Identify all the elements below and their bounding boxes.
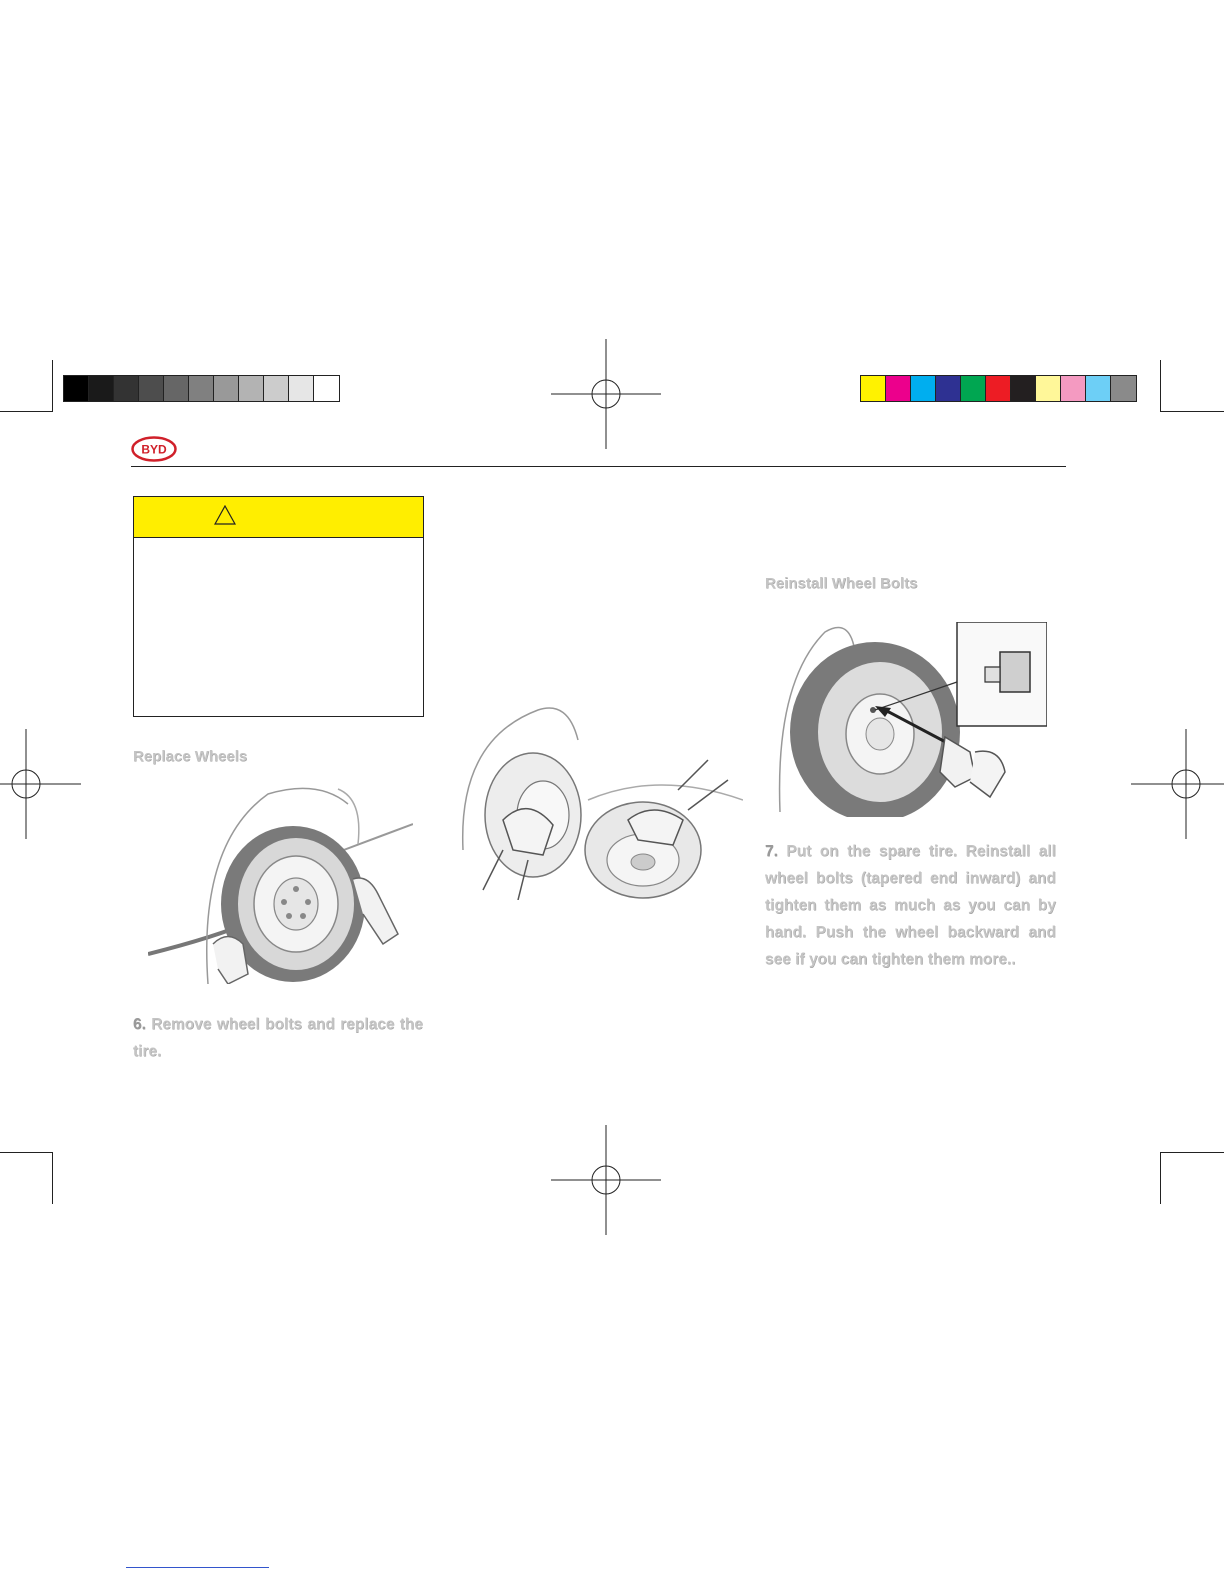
warning-triangle-icon [214, 505, 236, 525]
crop-mark [52, 1152, 53, 1204]
registration-mark [0, 729, 81, 839]
registration-mark [551, 1125, 661, 1235]
calibration-swatch [861, 376, 886, 401]
crop-mark [52, 360, 53, 412]
calibration-swatch [1011, 376, 1036, 401]
calibration-swatch [1111, 376, 1136, 401]
registration-mark [1131, 729, 1224, 839]
registration-mark [551, 339, 661, 449]
color-calibration-bar [860, 375, 1137, 402]
wheel-hub-cleaning-illustration [458, 700, 743, 900]
calibration-swatch [886, 376, 911, 401]
section-heading-replace-wheels: Replace Wheels [133, 748, 248, 765]
crop-mark [1160, 360, 1161, 412]
crop-mark [0, 1152, 52, 1153]
warning-box [133, 496, 424, 717]
calibration-swatch [1086, 376, 1111, 401]
step-7-paragraph [765, 838, 1056, 973]
calibration-swatch [961, 376, 986, 401]
step-7-text: Put on the spare tire. Reinstall all wheel bolts (tapered end inward) and tighten them as much as you can by hand. Push the wheel backward and see if you can tighten them more.. [765, 843, 1056, 968]
logo-text: BYD [141, 442, 167, 457]
calibration-swatch [1036, 376, 1061, 401]
warning-header [134, 497, 423, 538]
calibration-swatch [1061, 376, 1086, 401]
calibration-swatch [289, 376, 314, 401]
step-6-text: Remove wheel bolts and replace the tire. [133, 1016, 423, 1060]
grayscale-calibration-bar [63, 375, 340, 402]
header-rule [131, 466, 1066, 467]
crop-mark [0, 411, 52, 412]
step-6-number: 6. [133, 1016, 146, 1033]
calibration-swatch [189, 376, 214, 401]
byd-logo [131, 436, 177, 462]
calibration-swatch [314, 376, 339, 401]
calibration-swatch [911, 376, 936, 401]
calibration-swatch [164, 376, 189, 401]
crop-mark [1160, 1152, 1224, 1153]
calibration-swatch [264, 376, 289, 401]
crop-mark [1160, 411, 1224, 412]
calibration-swatch [139, 376, 164, 401]
calibration-swatch [114, 376, 139, 401]
section-heading-reinstall-wheel-bolts: Reinstall Wheel Bolts [765, 575, 918, 592]
calibration-swatch [239, 376, 264, 401]
calibration-swatch [936, 376, 961, 401]
step-7-number: 7. [765, 843, 778, 860]
crop-mark [1160, 1152, 1161, 1204]
calibration-swatch [89, 376, 114, 401]
calibration-swatch [214, 376, 239, 401]
step-6-paragraph [133, 1011, 423, 1065]
calibration-swatch [986, 376, 1011, 401]
footer-link-underline[interactable] [126, 1567, 269, 1568]
tire-removal-illustration [148, 784, 413, 984]
wheel-bolt-install-illustration [775, 622, 1047, 817]
calibration-swatch [64, 376, 89, 401]
